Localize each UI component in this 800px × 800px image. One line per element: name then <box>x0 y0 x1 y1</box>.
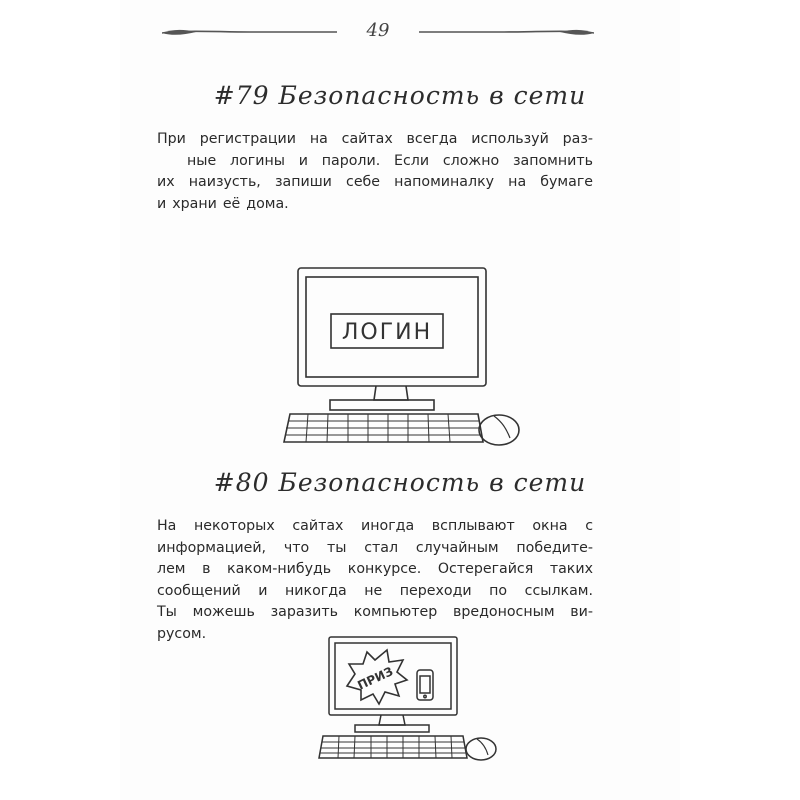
computer-login-illustration <box>278 264 528 454</box>
text-line: их наизусть, запиши себе напоминалку на бумаге <box>157 174 593 190</box>
login-label: ЛОГИН <box>341 320 433 345</box>
tip-80-heading: #80 Безопасность в сети <box>213 468 587 497</box>
prize-label: ПРИЗ <box>355 664 396 693</box>
text-line: При регистрации на сайтах всегда используй раз- <box>157 131 593 147</box>
text-line: и храни её дома. <box>157 195 289 212</box>
text-line: лем в каком-нибудь конкурсе. Остерегайся таких <box>157 561 593 577</box>
computer-icon <box>315 634 505 768</box>
computer-prize-illustration <box>315 634 505 768</box>
page-header <box>162 18 594 46</box>
tip-79-text <box>157 129 593 215</box>
page-number: 49 <box>366 20 390 41</box>
text-line: Ты можешь заразить компьютер вредоносным ви- <box>157 604 593 620</box>
text-line: информацией, что ты стал случайным победите- <box>157 539 593 556</box>
tip-80-text <box>157 516 593 645</box>
text-line: сообщений и никогда не переходи по ссылкам. <box>157 582 593 599</box>
tip-79-heading: #79 Безопасность в сети <box>213 81 587 110</box>
text-line: русом. <box>157 625 207 642</box>
computer-icon <box>278 264 528 454</box>
text-line: ные логины и пароли. Если сложно запомнить <box>187 152 593 169</box>
text-line: На некоторых сайтах иногда всплывают окна с <box>157 518 593 534</box>
